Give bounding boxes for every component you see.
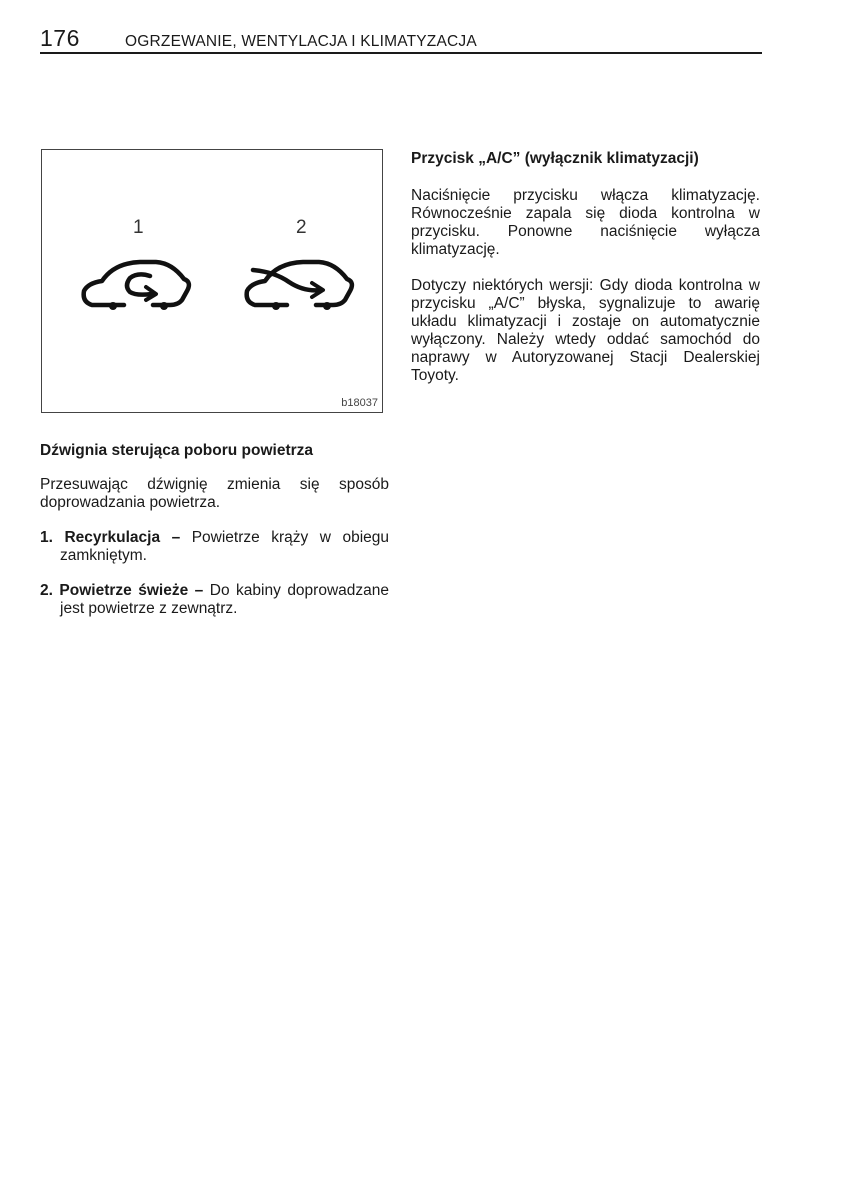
right-column <box>411 150 760 385</box>
air-intake-intro: Przesuwając dźwignię zmienia się sposób doprowadzania powietrza. <box>40 476 389 511</box>
page-header <box>40 26 762 54</box>
ac-button-heading: Przycisk „A/C” (wyłącznik klimatyzacji) <box>411 150 699 167</box>
figure-label-1: 1 <box>133 217 144 238</box>
list-item-term: Recyrkulacja – <box>64 529 181 546</box>
list-item-number: 2. <box>40 582 53 599</box>
list-item-text: Powietrze krąży w obiegu zamkniętym. <box>60 529 390 564</box>
recirculation-icon <box>84 262 189 310</box>
list-item-text: Do kabiny doprowadzane jest powietrze z zewnątrz. <box>60 582 390 617</box>
page-number: 176 <box>40 25 80 51</box>
air-intake-figure <box>41 149 383 413</box>
list-item-term: Powietrze świeże – <box>59 582 204 599</box>
list-item-number: 1. <box>40 529 53 546</box>
list-item <box>40 582 389 618</box>
air-intake-heading: Dźwignia sterująca poboru powietrza <box>40 442 314 459</box>
left-column <box>40 442 389 618</box>
ac-paragraph-1: Naciśnięcie przycisku włącza klimatyzację. Równocześnie zapala się dioda kontrolna w przycisku. Ponowne naciśnięcie wyłącza klimatyzację. <box>411 187 760 258</box>
ac-paragraph-2: Dotyczy niektórych wersji: Gdy dioda kontrolna w przycisku „A/C” błyska, sygnalizuje to awarię układu klimatyzacji i zostaje on automatycznie wyłączony. Należy wtedy oddać samochód do naprawy w Autoryzowanej Stacji Dealerskiej Toyoty. <box>411 277 760 384</box>
fresh-air-icon <box>247 262 352 310</box>
figure-illustration <box>42 150 384 414</box>
list-item <box>40 529 389 565</box>
chapter-title: OGRZEWANIE, WENTYLACJA I KLIMATYZACJA <box>125 33 477 50</box>
figure-code: b18037 <box>341 397 378 409</box>
figure-label-2: 2 <box>296 217 307 238</box>
